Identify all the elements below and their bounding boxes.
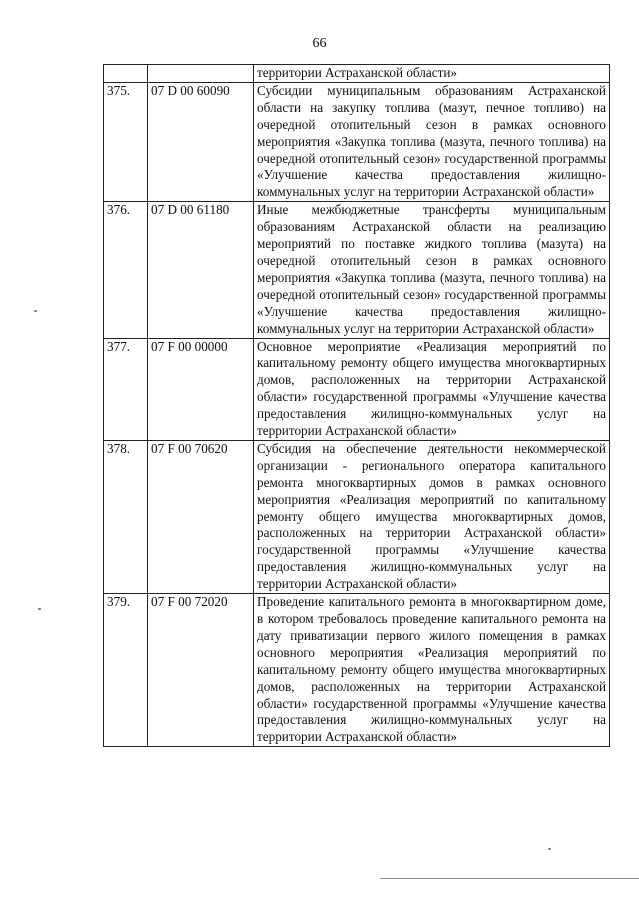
- row-number: 378.: [104, 440, 148, 593]
- row-description: Проведение капитального ремонта в многоквартирном доме, в котором требовалось проведение капитального ремонта на дату приватизации первого жилого помещения в рамках основного мероприятия «Реализация мероприятий по капитальному ремонту общего имущества многоквартирных домов, расположенных на территории Астраханской области» государственной программы «Улучшение качества предоставления жилищно-коммунальных услуг на территории Астраханской области»: [254, 594, 610, 747]
- scan-speck: [548, 848, 551, 850]
- scan-speck: [38, 608, 41, 610]
- row-code: 07 F 00 72020: [148, 594, 254, 747]
- table-row-continuation: [104, 65, 610, 83]
- table-row-379: [104, 594, 610, 747]
- row-description: Иные межбюджетные трансферты муниципальным образованиям Астраханской области на реализацию мероприятий по поставке жидкого топлива (мазута) на очередной отопительный сезон в рамках основного мероприятия «Закупка топлива (мазута, печного топлива) на очередной отопительный сезон» государственной программы «Улучшение качества предоставления жилищно-коммунальных услуг на территории Астраханской области»: [254, 202, 610, 338]
- row-number: 375.: [104, 82, 148, 201]
- table-row-377: [104, 338, 610, 440]
- row-number: 376.: [104, 202, 148, 338]
- budget-classification-table: [103, 64, 610, 747]
- row-code: 07 D 00 61180: [148, 202, 254, 338]
- row-code: 07 D 00 60090: [148, 82, 254, 201]
- scan-speck: [34, 310, 37, 312]
- row-description: Основное мероприятие «Реализация мероприятий по капитальному ремонту общего имущества многоквартирных домов, расположенных на территории Астраханской области» государственной программы «Улучшение качества предоставления жилищно-коммунальных услуг на территории Астраханской области»: [254, 338, 610, 440]
- table-row-376: [104, 202, 610, 338]
- row-code: 07 F 00 70620: [148, 440, 254, 593]
- row-number: 377.: [104, 338, 148, 440]
- row-number: 379.: [104, 594, 148, 747]
- row-code: [148, 65, 254, 83]
- row-description: территории Астраханской области»: [254, 65, 610, 83]
- table-row-375: [104, 82, 610, 201]
- page-number: 66: [312, 36, 327, 51]
- row-number: [104, 65, 148, 83]
- row-code: 07 F 00 00000: [148, 338, 254, 440]
- page-bottom-rule: [380, 878, 639, 879]
- table-row-378: [104, 440, 610, 593]
- row-description: Субсидия на обеспечение деятельности некоммерческой организации - регионального оператора капитального ремонта многоквартирных домов в рамках основного мероприятия «Реализация мероприятий по капитальному ремонту общего имущества многоквартирных домов, расположенных на территории Астраханской области» государственной программы «Улучшение качества предоставления жилищно-коммунальных услуг на территории Астраханской области»: [254, 440, 610, 593]
- row-description: Субсидии муниципальным образованиям Астраханской области на закупку топлива (мазут, печное топливо) на очередной отопительный сезон в рамках основного мероприятия «Закупка топлива (мазута, печного топлива) на очередной отопительный сезон» государственной программы «Улучшение качества предоставления жилищно-коммунальных услуг на территории Астраханской области»: [254, 82, 610, 201]
